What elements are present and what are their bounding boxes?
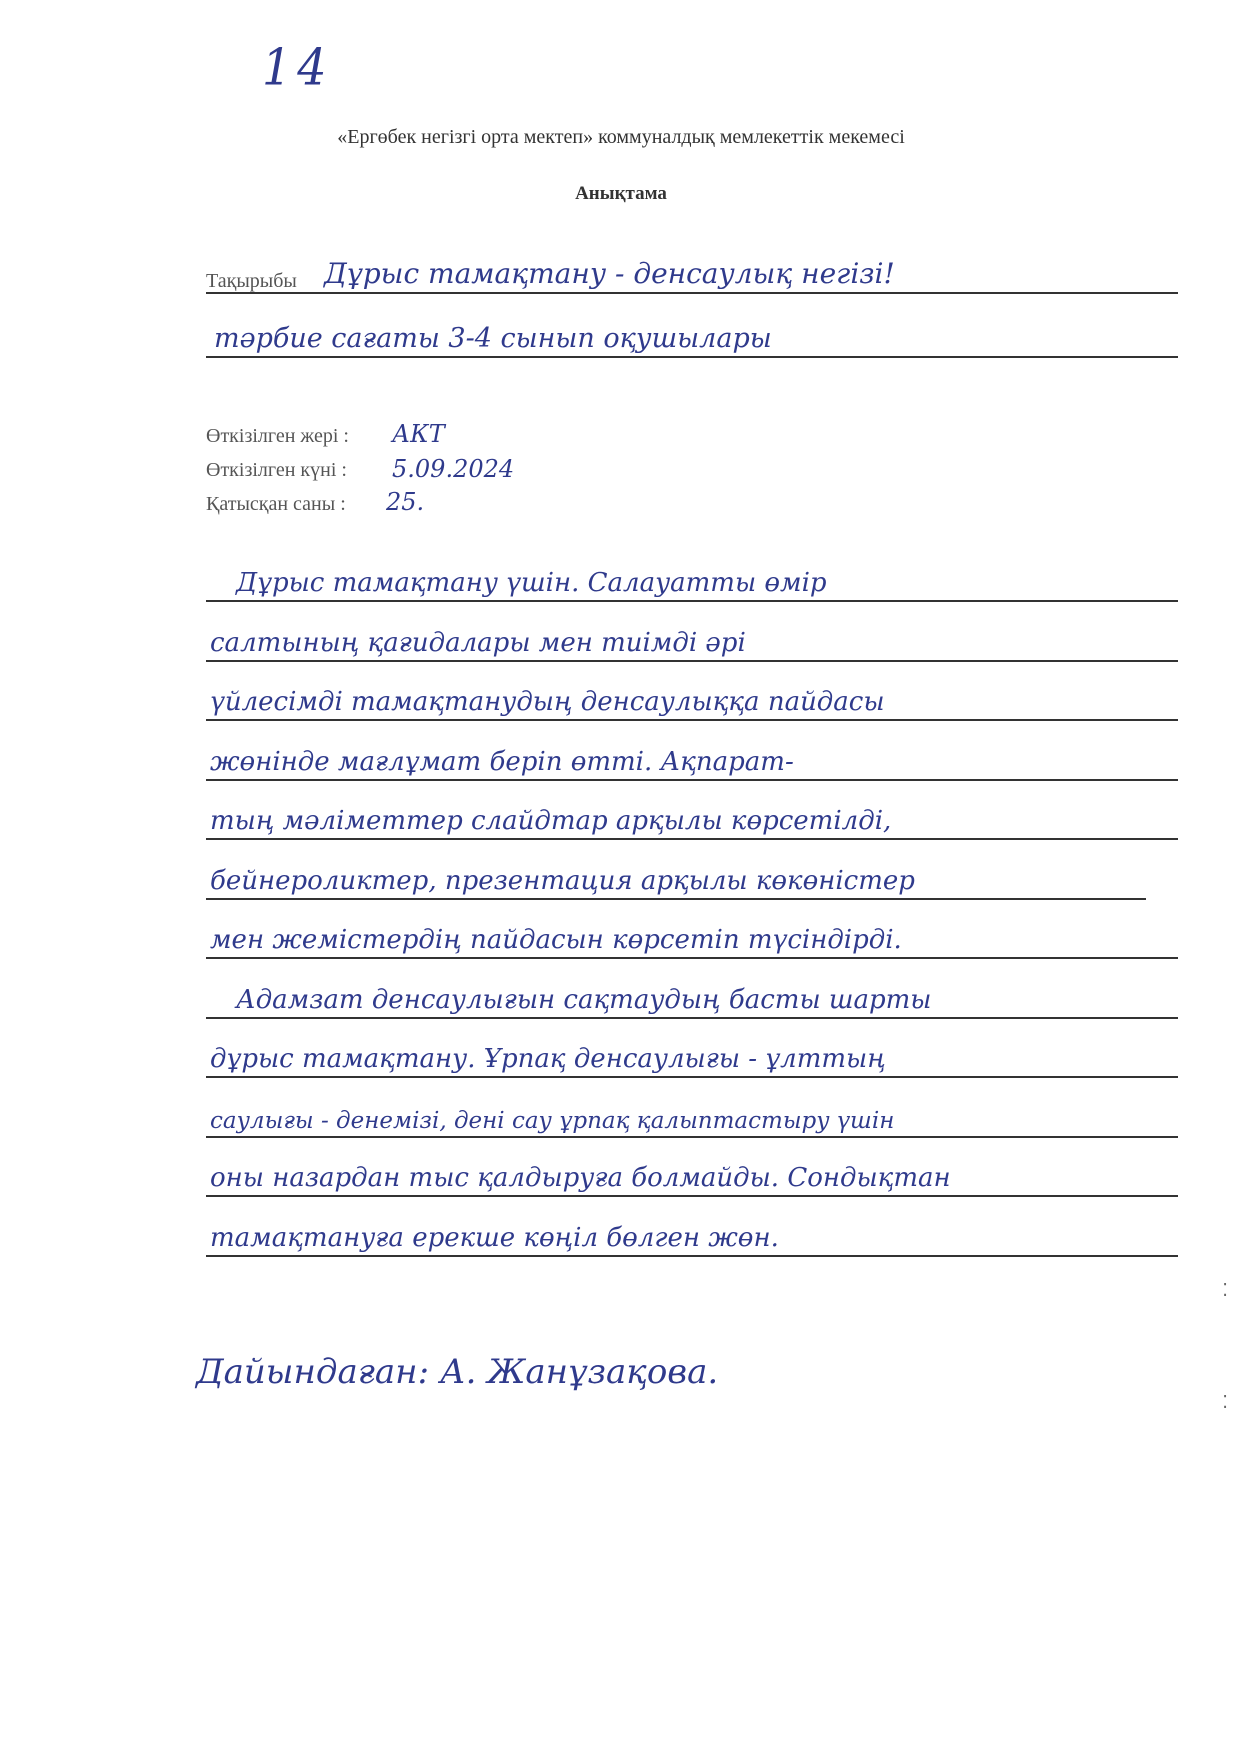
body-line-text: мен жемістердің пайдасын көрсетіп түсіндірді. <box>210 925 902 955</box>
body-line <box>206 620 1178 662</box>
count-value: 25. <box>386 488 425 516</box>
page-number: 14 <box>262 37 333 97</box>
body-line <box>206 1155 1178 1197</box>
scan-mark: ⁚ <box>1222 1280 1228 1301</box>
body-line-text: Дұрыс тамақтану үшін. Салауатты өмір <box>236 568 827 598</box>
body-line <box>206 858 1146 900</box>
body-line-text: дұрыс тамақтану. Ұрпақ денсаулығы - ұлттың <box>210 1044 886 1074</box>
date-label: Өткізілген күні : <box>206 459 347 481</box>
body-line <box>206 1096 1178 1138</box>
body-line <box>206 560 1178 602</box>
topic-text-2: тәрбие сағаты 3-4 сынып оқушылары <box>214 323 772 354</box>
date-value: 5.09.2024 <box>392 455 515 483</box>
body-line <box>206 739 1178 781</box>
body-line-text: жөнінде мағлұмат беріп өтті. Ақпарат- <box>210 746 794 777</box>
body-line-text: бейнероликтер, презентация арқылы көкөністер <box>210 865 915 896</box>
body-line <box>206 917 1178 959</box>
place-label: Өткізілген жері : <box>206 425 349 447</box>
body-line-text: саулығы - денемізі, дені сау ұрпақ қалыптастыру үшін <box>210 1107 895 1134</box>
place-value: АКТ <box>392 420 445 448</box>
body-line-text: үйлесімді тамақтанудың денсаулыққа пайдасы <box>210 687 885 717</box>
signature: Дайындаған: А. Жанұзақова. <box>196 1352 719 1392</box>
body-line-text: тың мәліметтер слайдтар арқылы көрсетілді, <box>210 806 892 836</box>
document-title: Анықтама <box>575 183 667 204</box>
body-line-text: оны назардан тыс қалдыруға болмайды. Сондықтан <box>210 1163 951 1193</box>
body-line-text: тамақтануға ерекше көңіл бөлген жөн. <box>210 1222 779 1253</box>
organization-header: «Ергөбек негізгі орта мектеп» коммуналдық мемлекеттік мекемесі <box>337 126 905 148</box>
body-line <box>206 679 1178 721</box>
topic-label: Тақырыбы <box>206 270 297 292</box>
topic-text-1: Дұрыс тамақтану - денсаулық негізі! <box>324 257 895 290</box>
scan-mark: ⁚ <box>1222 1392 1228 1413</box>
body-line <box>206 1215 1178 1257</box>
body-line <box>206 1036 1178 1078</box>
body-line <box>206 798 1178 840</box>
count-label: Қатысқан саны : <box>206 493 346 515</box>
topic-line-2 <box>206 316 1178 358</box>
body-line-text: Адамзат денсаулығын сақтаудың басты шарты <box>236 984 932 1015</box>
body-line-text: салтының қағидалары мен тиімді әрі <box>210 627 746 658</box>
body-line <box>206 977 1178 1019</box>
topic-line-1 <box>206 252 1178 294</box>
